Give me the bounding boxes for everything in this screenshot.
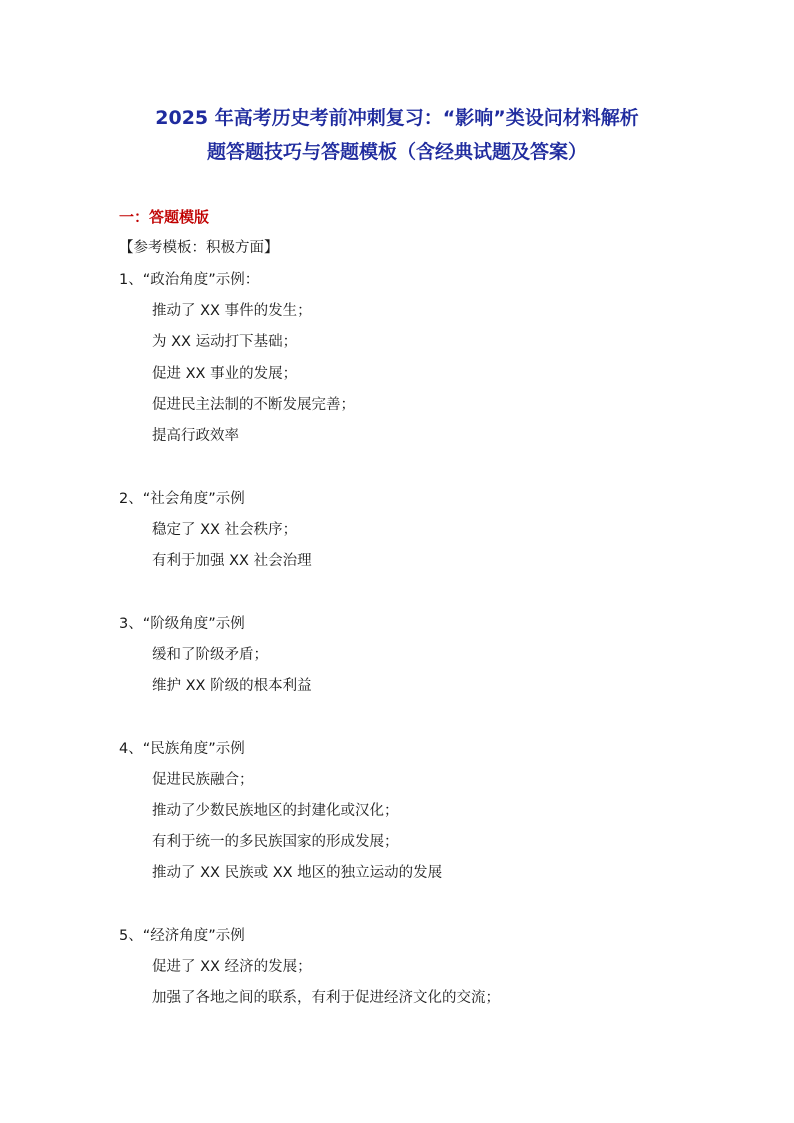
document-title [100, 101, 694, 169]
list-item: 促进民族融合； [152, 772, 254, 788]
list-item: 稳定了 XX 社会秩序； [152, 522, 298, 538]
list-item: 促进 XX 事业的发展； [152, 366, 298, 382]
list-item: 提高行政效率 [152, 428, 239, 444]
list-item: 促进了 XX 经济的发展； [152, 959, 312, 975]
title-line-2: 题答题技巧与答题模板（含经典试题及答案） [206, 141, 587, 163]
list-item: 为 XX 运动打下基础； [152, 334, 298, 350]
template-label: 【参考模板：积极方面】 [119, 240, 279, 256]
list-item: 有利于加强 XX 社会治理 [152, 553, 312, 569]
group-heading-politics: 1、“政治角度”示例： [119, 272, 260, 288]
section-heading: 一：答题模版 [119, 208, 210, 226]
list-item: 加强了各地之间的联系，有利于促进经济文化的交流； [152, 990, 500, 1006]
list-item: 促进民主法制的不断发展完善； [152, 397, 355, 413]
list-item: 推动了 XX 民族或 XX 地区的独立运动的发展 [152, 865, 443, 881]
group-heading-economy: 5、“经济角度”示例 [119, 928, 245, 944]
list-item: 维护 XX 阶级的根本利益 [152, 678, 312, 694]
group-heading-ethnicity: 4、“民族角度”示例 [119, 741, 245, 757]
list-item: 推动了少数民族地区的封建化或汉化； [152, 803, 399, 819]
list-item: 推动了 XX 事件的发生； [152, 303, 312, 319]
title-line-1: 2025 年高考历史考前冲刺复习：“影响”类设问材料解析 [155, 107, 639, 129]
group-heading-society: 2、“社会角度”示例 [119, 491, 245, 507]
list-item: 缓和了阶级矛盾； [152, 647, 268, 663]
list-item: 有利于统一的多民族国家的形成发展； [152, 834, 399, 850]
group-heading-class: 3、“阶级角度”示例 [119, 616, 245, 632]
